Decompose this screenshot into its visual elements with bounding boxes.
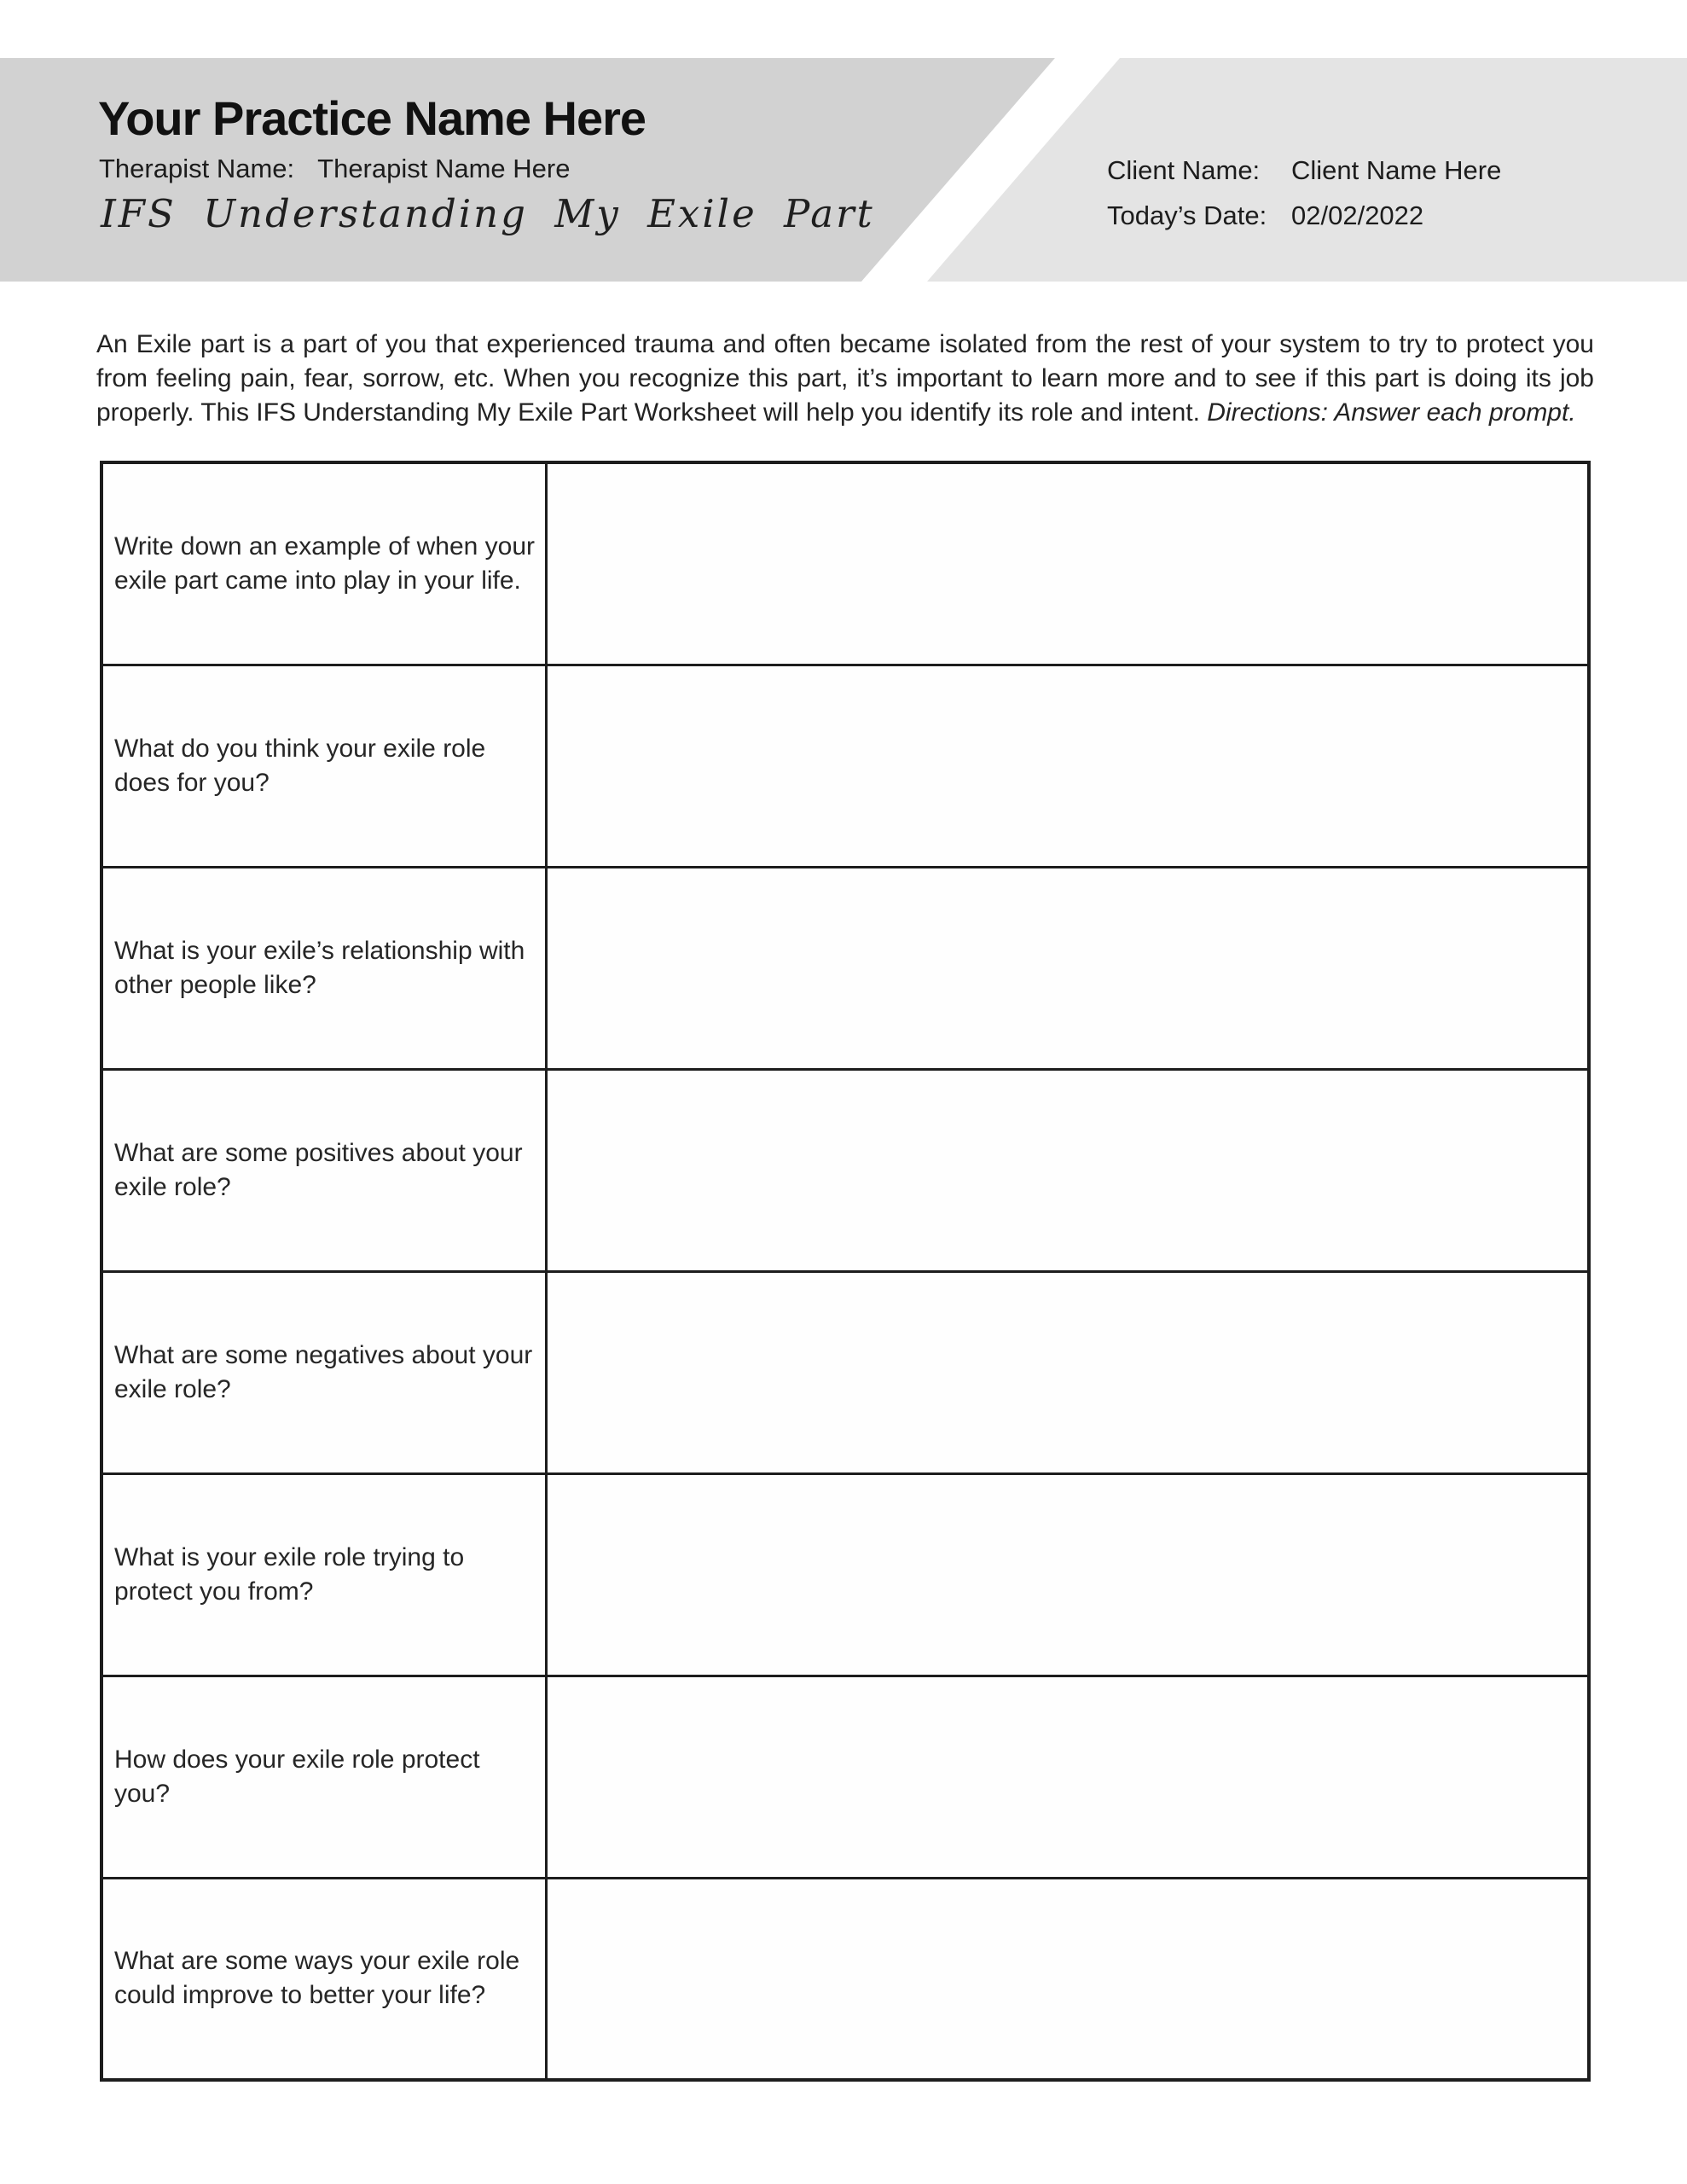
- prompt-cell: What is your exile’s relationship with other people like?: [101, 867, 546, 1069]
- answer-cell: [546, 665, 1589, 867]
- intro-paragraph: [96, 328, 1594, 430]
- client-info-block: [1107, 155, 1501, 246]
- date-label: Today’s Date:: [1107, 200, 1267, 230]
- table-row: [101, 665, 1589, 867]
- date-row: [1107, 200, 1501, 231]
- header-banner: [0, 58, 1687, 282]
- answer-cell: [546, 462, 1589, 665]
- prompt-cell: What is your exile role trying to protect you from?: [101, 1473, 546, 1676]
- answer-cell: [546, 1878, 1589, 2080]
- table-row: [101, 462, 1589, 665]
- therapist-name-line: [99, 154, 570, 184]
- prompt-cell: What are some ways your exile role could improve to better your life?: [101, 1878, 546, 2080]
- answer-cell: [546, 1473, 1589, 1676]
- table-row: [101, 1271, 1589, 1473]
- date-value: 02/02/2022: [1291, 200, 1424, 230]
- prompt-cell: What are some negatives about your exile role?: [101, 1271, 546, 1473]
- intro-body-text: An Exile part is a part of you that experienced trauma and often became isolated from the rest of your system to try to protect you from feeling pain, fear, sorrow, etc. When you recognize this part, it’s important to learn more and to see if this part is doing its job properly. This IFS Understanding My Exile Part Worksheet will help you identify its role and intent.: [96, 330, 1594, 427]
- prompt-cell: What do you think your exile role does for you?: [101, 665, 546, 867]
- prompt-cell: How does your exile role protect you?: [101, 1676, 546, 1878]
- answer-cell: [546, 1069, 1589, 1271]
- answer-cell: [546, 1676, 1589, 1878]
- worksheet-title: IFS Understanding My Exile Part: [101, 191, 875, 236]
- answer-cell: [546, 867, 1589, 1069]
- table-row: [101, 1473, 1589, 1676]
- client-name-value: Client Name Here: [1291, 155, 1502, 185]
- prompt-cell: What are some positives about your exile role?: [101, 1069, 546, 1271]
- practice-name-title: Your Practice Name Here: [98, 91, 646, 145]
- therapist-name-label: Therapist Name:: [99, 154, 295, 183]
- intro-directions-text: Directions: Answer each prompt.: [1207, 398, 1576, 427]
- prompt-cell: Write down an example of when your exile part came into play in your life.: [101, 462, 546, 665]
- worksheet-table: [100, 461, 1591, 2082]
- answer-cell: [546, 1271, 1589, 1473]
- table-row: [101, 1878, 1589, 2080]
- table-row: [101, 867, 1589, 1069]
- table-row: [101, 1069, 1589, 1271]
- therapist-name-value: Therapist Name Here: [317, 154, 571, 183]
- client-name-label: Client Name:: [1107, 155, 1261, 185]
- table-row: [101, 1676, 1589, 1878]
- client-name-row: [1107, 155, 1501, 186]
